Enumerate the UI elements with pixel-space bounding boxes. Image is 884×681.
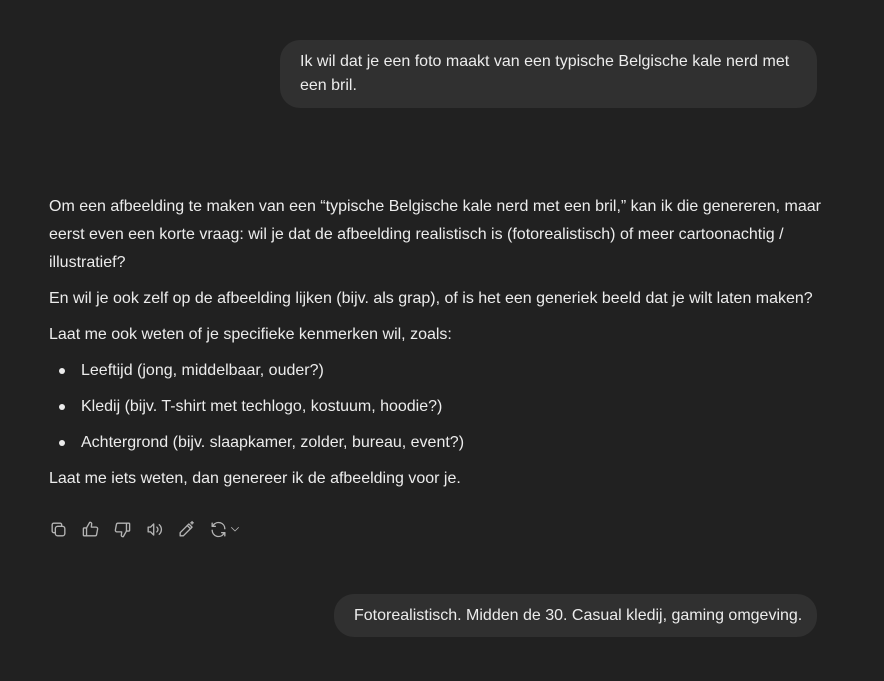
chevron-down-icon — [229, 523, 241, 535]
user-message-bubble — [280, 40, 817, 108]
list-item: Kledij (bijv. T-shirt met techlogo, kostuum, hoodie?) — [81, 393, 824, 421]
regenerate-button[interactable] — [209, 517, 249, 541]
assistant-message — [49, 193, 824, 501]
thumbs-up-button[interactable] — [81, 517, 113, 541]
user-message-bubble — [334, 594, 817, 637]
edit-canvas-button[interactable] — [177, 517, 209, 541]
message-actions-bar — [49, 517, 249, 541]
thumbs-down-icon — [113, 520, 132, 539]
user-message-text: Fotorealistisch. Midden de 30. Casual kledij, gaming omgeving. — [354, 607, 803, 624]
thumbs-down-button[interactable] — [113, 517, 145, 541]
read-aloud-button[interactable] — [145, 517, 177, 541]
user-message-text: Ik wil dat je een foto maakt van een typische Belgische kale nerd met een bril. — [300, 53, 790, 94]
assistant-paragraph: En wil je ook zelf op de afbeelding lijken (bijv. als grap), of is het een generiek beeld dat je wilt laten maken? — [49, 290, 813, 307]
feature-list — [49, 357, 824, 457]
regenerate-icon — [209, 520, 228, 539]
assistant-paragraph: Om een afbeelding te maken van een “typische Belgische kale nerd met een bril,” kan ik die genereren, maar eerst even een korte vraag: wil je dat de afbeelding realistisch is (fotorealistisch) of meer cartoonachtig / illustratief? — [49, 198, 821, 271]
copy-icon — [49, 520, 68, 539]
thumbs-up-icon — [81, 520, 100, 539]
edit-canvas-icon — [177, 520, 196, 539]
copy-button[interactable] — [49, 517, 81, 541]
list-item: Leeftijd (jong, middelbaar, ouder?) — [81, 357, 824, 385]
assistant-paragraph: Laat me ook weten of je specifieke kenmerken wil, zoals: — [49, 326, 452, 343]
assistant-paragraph: Laat me iets weten, dan genereer ik de afbeelding voor je. — [49, 470, 461, 487]
list-item: Achtergrond (bijv. slaapkamer, zolder, bureau, event?) — [81, 429, 824, 457]
read-aloud-icon — [145, 520, 164, 539]
